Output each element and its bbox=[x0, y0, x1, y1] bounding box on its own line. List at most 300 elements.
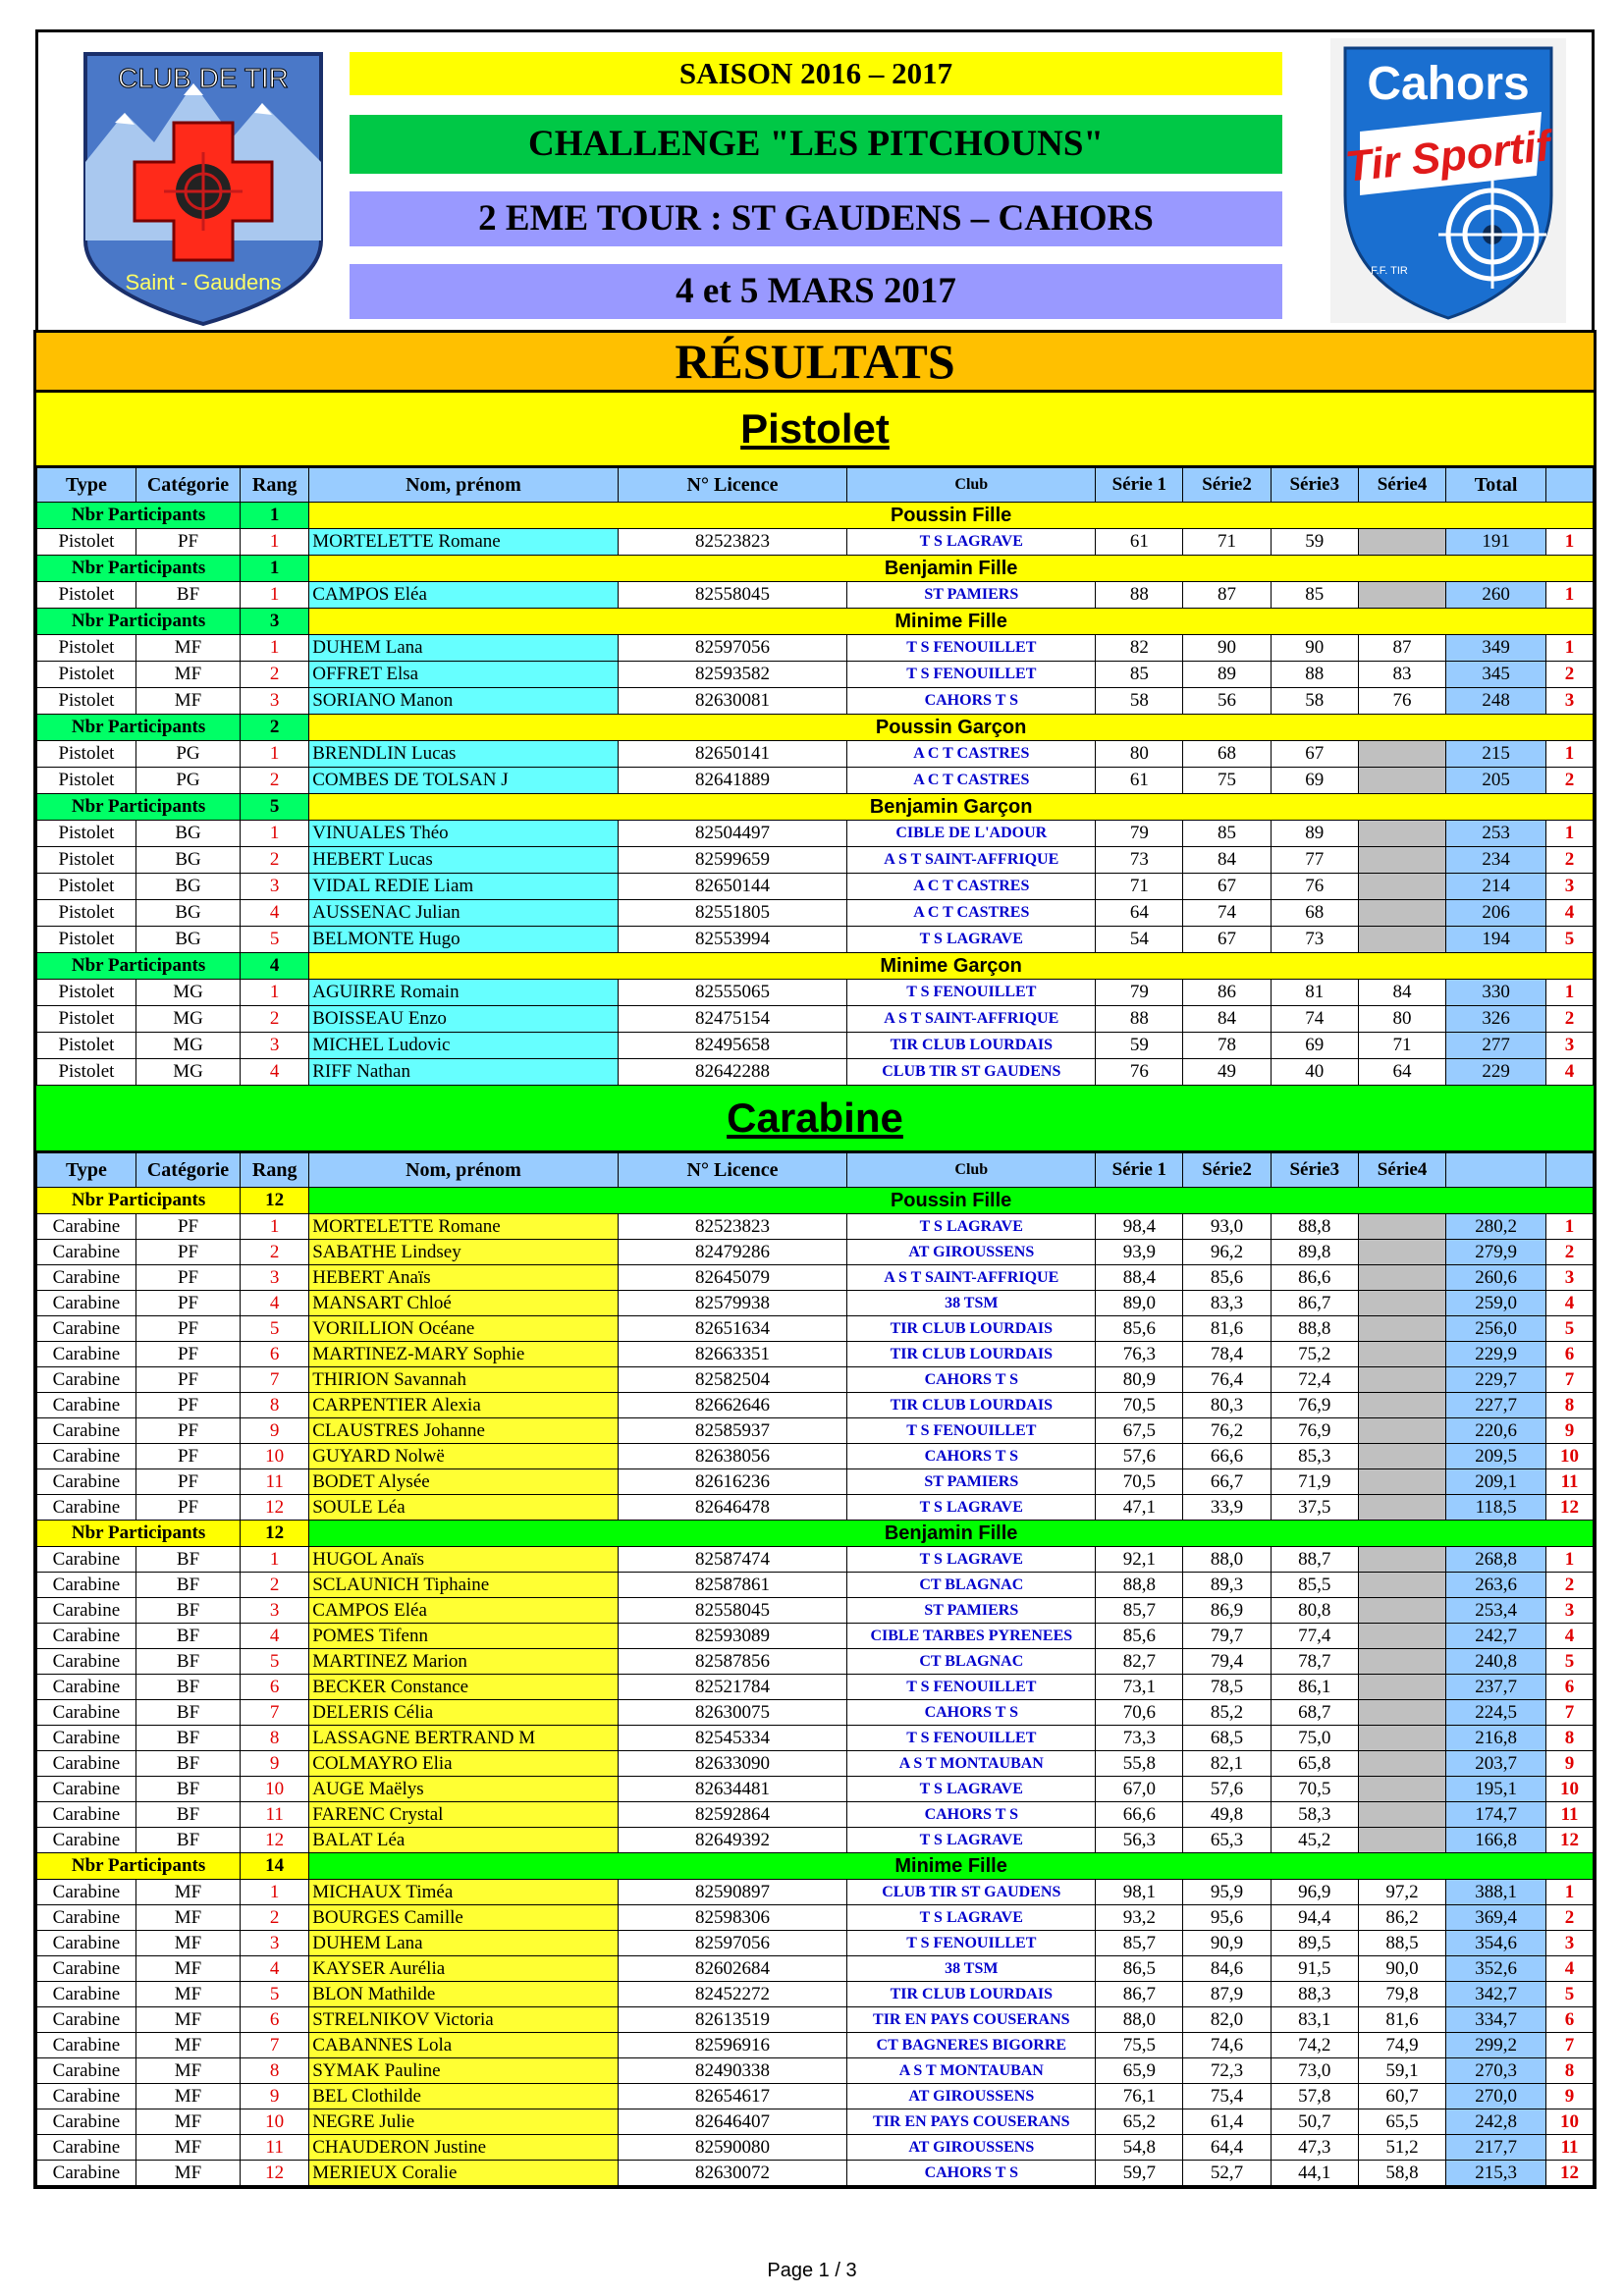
cell-serie-3: 76 bbox=[1271, 874, 1358, 900]
cell-total: 214 bbox=[1446, 874, 1546, 900]
cell-type: Carabine bbox=[37, 1444, 136, 1469]
cell-position: 3 bbox=[1546, 874, 1594, 900]
cell-serie-1: 67,5 bbox=[1096, 1418, 1183, 1444]
cell-name: RIFF Nathan bbox=[309, 1059, 618, 1086]
cell-serie-4: 81,6 bbox=[1358, 2007, 1445, 2033]
cell-type: Carabine bbox=[37, 1931, 136, 1956]
cell-serie-1: 98,4 bbox=[1096, 1214, 1183, 1240]
cell-serie-4 bbox=[1358, 1444, 1445, 1469]
cell-rank: 1 bbox=[241, 821, 309, 847]
table-row bbox=[37, 1931, 1594, 1956]
cell-rank: 9 bbox=[241, 1751, 309, 1777]
cell-club: T S FENOUILLET bbox=[847, 1931, 1096, 1956]
cell-type: Carabine bbox=[37, 1802, 136, 1828]
cell-category: PF bbox=[135, 1214, 240, 1240]
cell-position: 10 bbox=[1546, 1777, 1594, 1802]
cell-serie-3: 86,1 bbox=[1271, 1675, 1358, 1700]
cell-club: T S LAGRAVE bbox=[847, 1828, 1096, 1853]
cell-serie-3: 69 bbox=[1271, 768, 1358, 794]
cell-total: 352,6 bbox=[1446, 1956, 1546, 1982]
cell-club: AT GIROUSSENS bbox=[847, 2135, 1096, 2161]
cell-licence: 82650144 bbox=[618, 874, 847, 900]
cell-type: Carabine bbox=[37, 2084, 136, 2109]
cell-licence: 82596916 bbox=[618, 2033, 847, 2058]
cell-total: 268,8 bbox=[1446, 1547, 1546, 1573]
cell-name: AGUIRRE Romain bbox=[309, 980, 618, 1006]
cell-category: MF bbox=[135, 2033, 240, 2058]
cell-licence: 82599659 bbox=[618, 847, 847, 874]
cell-rank: 3 bbox=[241, 874, 309, 900]
table-row bbox=[37, 662, 1594, 688]
category-name: Minime Garçon bbox=[309, 953, 1594, 980]
cell-type: Carabine bbox=[37, 1905, 136, 1931]
cell-licence: 82495658 bbox=[618, 1033, 847, 1059]
cell-serie-2: 82,0 bbox=[1183, 2007, 1271, 2033]
cell-licence: 82585937 bbox=[618, 1418, 847, 1444]
cell-club: T S LAGRAVE bbox=[847, 1777, 1096, 1802]
cell-club: CAHORS T S bbox=[847, 688, 1096, 715]
cell-licence: 82642288 bbox=[618, 1059, 847, 1086]
cell-name: AUSSENAC Julian bbox=[309, 900, 618, 927]
cell-category: BF bbox=[135, 1547, 240, 1573]
cell-type: Carabine bbox=[37, 1726, 136, 1751]
cell-licence: 82646407 bbox=[618, 2109, 847, 2135]
table-row bbox=[37, 1033, 1594, 1059]
cell-serie-4 bbox=[1358, 1573, 1445, 1598]
cell-serie-3: 89,5 bbox=[1271, 1931, 1358, 1956]
cell-serie-4 bbox=[1358, 1828, 1445, 1853]
cell-serie-1: 85,6 bbox=[1096, 1316, 1183, 1342]
category-name: Benjamin Garçon bbox=[309, 794, 1594, 821]
cell-name: BODET Alysée bbox=[309, 1469, 618, 1495]
cell-club: A S T SAINT-AFFRIQUE bbox=[847, 1006, 1096, 1033]
column-header-type: Type bbox=[37, 1153, 136, 1188]
cell-name: HUGOL Anaïs bbox=[309, 1547, 618, 1573]
cell-total: 279,9 bbox=[1446, 1240, 1546, 1265]
cell-club: T S LAGRAVE bbox=[847, 927, 1096, 953]
cell-serie-1: 85,7 bbox=[1096, 1931, 1183, 1956]
cell-serie-1: 88,0 bbox=[1096, 2007, 1183, 2033]
cell-serie-2: 95,6 bbox=[1183, 1905, 1271, 1931]
cell-serie-4 bbox=[1358, 1777, 1445, 1802]
cell-serie-2: 89,3 bbox=[1183, 1573, 1271, 1598]
category-row bbox=[37, 1853, 1594, 1880]
cell-licence: 82587474 bbox=[618, 1547, 847, 1573]
cell-serie-1: 79 bbox=[1096, 980, 1183, 1006]
cell-name: STRELNIKOV Victoria bbox=[309, 2007, 618, 2033]
participants-label: Nbr Participants bbox=[37, 503, 241, 529]
cell-licence: 82592864 bbox=[618, 1802, 847, 1828]
cell-category: MG bbox=[135, 980, 240, 1006]
cell-category: MF bbox=[135, 1931, 240, 1956]
cell-name: VINUALES Théo bbox=[309, 821, 618, 847]
cell-serie-1: 67,0 bbox=[1096, 1777, 1183, 1802]
cell-club: A S T SAINT-AFFRIQUE bbox=[847, 847, 1096, 874]
table-row bbox=[37, 1240, 1594, 1265]
category-row bbox=[37, 794, 1594, 821]
cell-serie-1: 86,7 bbox=[1096, 1982, 1183, 2007]
cell-rank: 7 bbox=[241, 1367, 309, 1393]
cell-serie-1: 88,8 bbox=[1096, 1573, 1183, 1598]
cell-club: T S LAGRAVE bbox=[847, 1214, 1096, 1240]
table-row bbox=[37, 900, 1594, 927]
cell-serie-2: 74 bbox=[1183, 900, 1271, 927]
cell-rank: 4 bbox=[241, 1291, 309, 1316]
cell-type: Carabine bbox=[37, 1956, 136, 1982]
table-row bbox=[37, 1802, 1594, 1828]
cell-serie-4 bbox=[1358, 1367, 1445, 1393]
cell-licence: 82634481 bbox=[618, 1777, 847, 1802]
cell-serie-4 bbox=[1358, 1342, 1445, 1367]
cell-position: 9 bbox=[1546, 1751, 1594, 1777]
cell-licence: 82490338 bbox=[618, 2058, 847, 2084]
cell-serie-2: 76,2 bbox=[1183, 1418, 1271, 1444]
cell-type: Carabine bbox=[37, 1700, 136, 1726]
cell-name: MORTELETTE Romane bbox=[309, 1214, 618, 1240]
cell-club: CAHORS T S bbox=[847, 2161, 1096, 2186]
cell-serie-2: 82,1 bbox=[1183, 1751, 1271, 1777]
cell-name: BALAT Léa bbox=[309, 1828, 618, 1853]
cell-name: VIDAL REDIE Liam bbox=[309, 874, 618, 900]
cell-category: MF bbox=[135, 635, 240, 662]
column-header-rang: Rang bbox=[241, 468, 309, 503]
cell-rank: 1 bbox=[241, 582, 309, 609]
cell-position: 3 bbox=[1546, 1598, 1594, 1624]
cell-licence: 82662646 bbox=[618, 1393, 847, 1418]
cell-serie-2: 78,5 bbox=[1183, 1675, 1271, 1700]
cell-category: MF bbox=[135, 2161, 240, 2186]
cell-serie-3: 50,7 bbox=[1271, 2109, 1358, 2135]
cell-serie-2: 88,0 bbox=[1183, 1547, 1271, 1573]
cell-serie-3: 45,2 bbox=[1271, 1828, 1358, 1853]
cell-licence: 82616236 bbox=[618, 1469, 847, 1495]
cell-serie-2: 89 bbox=[1183, 662, 1271, 688]
cell-serie-3: 89,8 bbox=[1271, 1240, 1358, 1265]
cell-serie-4 bbox=[1358, 1726, 1445, 1751]
cell-serie-1: 82 bbox=[1096, 635, 1183, 662]
participants-count: 14 bbox=[241, 1853, 309, 1880]
cell-serie-4 bbox=[1358, 847, 1445, 874]
cell-serie-3: 69 bbox=[1271, 1033, 1358, 1059]
cell-licence: 82630072 bbox=[618, 2161, 847, 2186]
cell-position: 6 bbox=[1546, 1675, 1594, 1700]
cell-serie-1: 88 bbox=[1096, 582, 1183, 609]
cell-serie-1: 71 bbox=[1096, 874, 1183, 900]
cell-club: ST PAMIERS bbox=[847, 582, 1096, 609]
cell-serie-1: 70,5 bbox=[1096, 1469, 1183, 1495]
cell-serie-2: 67 bbox=[1183, 874, 1271, 900]
cell-category: MG bbox=[135, 1059, 240, 1086]
cell-total: 234 bbox=[1446, 847, 1546, 874]
cell-position: 2 bbox=[1546, 662, 1594, 688]
cell-serie-2: 81,6 bbox=[1183, 1316, 1271, 1342]
table-row bbox=[37, 1700, 1594, 1726]
column-header-club: Club bbox=[847, 1153, 1096, 1188]
cell-serie-3: 74,2 bbox=[1271, 2033, 1358, 2058]
cell-position: 1 bbox=[1546, 1547, 1594, 1573]
cell-type: Carabine bbox=[37, 1469, 136, 1495]
cell-serie-3: 59 bbox=[1271, 529, 1358, 556]
cell-position: 1 bbox=[1546, 1214, 1594, 1240]
table-row bbox=[37, 2058, 1594, 2084]
cell-serie-4 bbox=[1358, 741, 1445, 768]
cell-category: MF bbox=[135, 2007, 240, 2033]
cell-name: SYMAK Pauline bbox=[309, 2058, 618, 2084]
cell-total: 242,7 bbox=[1446, 1624, 1546, 1649]
cell-serie-1: 80 bbox=[1096, 741, 1183, 768]
cell-serie-1: 54 bbox=[1096, 927, 1183, 953]
cell-total: 174,7 bbox=[1446, 1802, 1546, 1828]
cell-total: 260,6 bbox=[1446, 1265, 1546, 1291]
cell-club: A C T CASTRES bbox=[847, 741, 1096, 768]
cell-serie-3: 68,7 bbox=[1271, 1700, 1358, 1726]
table-row bbox=[37, 1982, 1594, 2007]
cell-position: 1 bbox=[1546, 741, 1594, 768]
cell-position: 3 bbox=[1546, 688, 1594, 715]
cell-total: 342,7 bbox=[1446, 1982, 1546, 2007]
cell-total: 215 bbox=[1446, 741, 1546, 768]
cell-type: Pistolet bbox=[37, 821, 136, 847]
cell-serie-4 bbox=[1358, 1418, 1445, 1444]
cell-rank: 7 bbox=[241, 1700, 309, 1726]
cell-total: 349 bbox=[1446, 635, 1546, 662]
cell-type: Pistolet bbox=[37, 847, 136, 874]
cell-serie-2: 84,6 bbox=[1183, 1956, 1271, 1982]
cell-position: 10 bbox=[1546, 2109, 1594, 2135]
cell-position: 9 bbox=[1546, 2084, 1594, 2109]
cell-club: TIR EN PAYS COUSERANS bbox=[847, 2109, 1096, 2135]
cell-club: T S LAGRAVE bbox=[847, 1905, 1096, 1931]
cell-rank: 3 bbox=[241, 688, 309, 715]
cell-total: 237,7 bbox=[1446, 1675, 1546, 1700]
cell-serie-4 bbox=[1358, 1393, 1445, 1418]
cell-rank: 1 bbox=[241, 1547, 309, 1573]
cell-total: 388,1 bbox=[1446, 1880, 1546, 1905]
cell-total: 277 bbox=[1446, 1033, 1546, 1059]
cell-serie-1: 89,0 bbox=[1096, 1291, 1183, 1316]
cell-total: 206 bbox=[1446, 900, 1546, 927]
cell-position: 12 bbox=[1546, 1828, 1594, 1853]
club-de-tir-saint-gaudens-logo bbox=[76, 44, 331, 329]
cell-serie-3: 91,5 bbox=[1271, 1956, 1358, 1982]
cell-licence: 82555065 bbox=[618, 980, 847, 1006]
cell-name: CLAUSTRES Johanne bbox=[309, 1418, 618, 1444]
cell-type: Carabine bbox=[37, 1265, 136, 1291]
cell-name: BEL Clothilde bbox=[309, 2084, 618, 2109]
cell-serie-4 bbox=[1358, 1469, 1445, 1495]
cell-position: 1 bbox=[1546, 1880, 1594, 1905]
cell-serie-4 bbox=[1358, 1624, 1445, 1649]
cell-type: Pistolet bbox=[37, 874, 136, 900]
cell-serie-3: 71,9 bbox=[1271, 1469, 1358, 1495]
cell-licence: 82587856 bbox=[618, 1649, 847, 1675]
cell-serie-3: 83,1 bbox=[1271, 2007, 1358, 2033]
cell-serie-4 bbox=[1358, 1265, 1445, 1291]
cell-club: T S FENOUILLET bbox=[847, 1726, 1096, 1751]
cell-type: Carabine bbox=[37, 1751, 136, 1777]
cell-total: 326 bbox=[1446, 1006, 1546, 1033]
cell-serie-4: 71 bbox=[1358, 1033, 1445, 1059]
cell-position: 12 bbox=[1546, 1495, 1594, 1521]
cell-serie-1: 75,5 bbox=[1096, 2033, 1183, 2058]
cell-serie-2: 67 bbox=[1183, 927, 1271, 953]
cell-serie-4: 59,1 bbox=[1358, 2058, 1445, 2084]
cell-type: Pistolet bbox=[37, 980, 136, 1006]
cell-rank: 3 bbox=[241, 1931, 309, 1956]
cell-type: Pistolet bbox=[37, 529, 136, 556]
cell-club: TIR CLUB LOURDAIS bbox=[847, 1982, 1096, 2007]
cell-type: Carabine bbox=[37, 1495, 136, 1521]
table-row bbox=[37, 1059, 1594, 1086]
cell-type: Carabine bbox=[37, 1316, 136, 1342]
cell-name: POMES Tifenn bbox=[309, 1624, 618, 1649]
cell-rank: 2 bbox=[241, 1006, 309, 1033]
cell-serie-2: 49,8 bbox=[1183, 1802, 1271, 1828]
cell-serie-4: 65,5 bbox=[1358, 2109, 1445, 2135]
cell-name: COLMAYRO Elia bbox=[309, 1751, 618, 1777]
cell-serie-4: 87 bbox=[1358, 635, 1445, 662]
cell-serie-4: 86,2 bbox=[1358, 1905, 1445, 1931]
participants-label: Nbr Participants bbox=[37, 609, 241, 635]
cell-serie-1: 64 bbox=[1096, 900, 1183, 927]
cell-serie-1: 85,7 bbox=[1096, 1598, 1183, 1624]
cell-serie-2: 64,4 bbox=[1183, 2135, 1271, 2161]
cell-position: 7 bbox=[1546, 2033, 1594, 2058]
cell-total: 280,2 bbox=[1446, 1214, 1546, 1240]
cell-rank: 5 bbox=[241, 927, 309, 953]
cell-serie-3: 74 bbox=[1271, 1006, 1358, 1033]
cell-licence: 82638056 bbox=[618, 1444, 847, 1469]
cell-position: 5 bbox=[1546, 1649, 1594, 1675]
cell-serie-3: 89 bbox=[1271, 821, 1358, 847]
cell-total: 270,3 bbox=[1446, 2058, 1546, 2084]
cell-name: BECKER Constance bbox=[309, 1675, 618, 1700]
participants-label: Nbr Participants bbox=[37, 794, 241, 821]
participants-count: 3 bbox=[241, 609, 309, 635]
table-row bbox=[37, 1291, 1594, 1316]
cell-licence: 82521784 bbox=[618, 1675, 847, 1700]
cell-serie-3: 75,2 bbox=[1271, 1342, 1358, 1367]
logo-left-top-text: CLUB DE TIR bbox=[118, 63, 289, 93]
cell-serie-4 bbox=[1358, 1291, 1445, 1316]
cell-total: 209,1 bbox=[1446, 1469, 1546, 1495]
cell-rank: 1 bbox=[241, 980, 309, 1006]
cell-serie-4: 90,0 bbox=[1358, 1956, 1445, 1982]
category-name: Benjamin Fille bbox=[309, 1521, 1594, 1547]
cell-position: 4 bbox=[1546, 900, 1594, 927]
cell-category: MF bbox=[135, 1956, 240, 1982]
cell-category: PF bbox=[135, 1393, 240, 1418]
table-row bbox=[37, 1598, 1594, 1624]
table-row bbox=[37, 1726, 1594, 1751]
cell-rank: 3 bbox=[241, 1265, 309, 1291]
cell-serie-3: 73 bbox=[1271, 927, 1358, 953]
cell-category: MF bbox=[135, 2109, 240, 2135]
cell-serie-3: 40 bbox=[1271, 1059, 1358, 1086]
column-header-categorie: Catégorie bbox=[135, 468, 240, 503]
results-container bbox=[33, 393, 1597, 2189]
cell-category: PG bbox=[135, 741, 240, 768]
cell-rank: 2 bbox=[241, 768, 309, 794]
cell-serie-4 bbox=[1358, 1700, 1445, 1726]
table-row bbox=[37, 1547, 1594, 1573]
cell-position: 2 bbox=[1546, 1905, 1594, 1931]
cell-serie-1: 85,6 bbox=[1096, 1624, 1183, 1649]
cell-licence: 82558045 bbox=[618, 582, 847, 609]
table-row bbox=[37, 1495, 1594, 1521]
cell-position: 5 bbox=[1546, 927, 1594, 953]
cell-serie-4 bbox=[1358, 1240, 1445, 1265]
cell-serie-1: 61 bbox=[1096, 529, 1183, 556]
cell-rank: 8 bbox=[241, 1726, 309, 1751]
column-header-blank bbox=[1546, 1153, 1594, 1188]
cell-licence: 82649392 bbox=[618, 1828, 847, 1853]
participants-label: Nbr Participants bbox=[37, 1521, 241, 1547]
table-row bbox=[37, 1675, 1594, 1700]
cell-type: Carabine bbox=[37, 1880, 136, 1905]
cell-type: Carabine bbox=[37, 2161, 136, 2186]
table-row bbox=[37, 1624, 1594, 1649]
cell-name: GUYARD Nolwë bbox=[309, 1444, 618, 1469]
participants-count: 1 bbox=[241, 503, 309, 529]
cell-rank: 6 bbox=[241, 1675, 309, 1700]
cell-name: OFFRET Elsa bbox=[309, 662, 618, 688]
cell-total: 166,8 bbox=[1446, 1828, 1546, 1853]
table-row bbox=[37, 847, 1594, 874]
cell-club: CIBLE DE L'ADOUR bbox=[847, 821, 1096, 847]
cell-serie-3: 86,6 bbox=[1271, 1265, 1358, 1291]
cell-serie-3: 90 bbox=[1271, 635, 1358, 662]
cell-serie-3: 73,0 bbox=[1271, 2058, 1358, 2084]
cell-serie-4 bbox=[1358, 1214, 1445, 1240]
category-row bbox=[37, 1521, 1594, 1547]
cell-name: MICHAUX Timéa bbox=[309, 1880, 618, 1905]
table-row bbox=[37, 874, 1594, 900]
table-row bbox=[37, 1905, 1594, 1931]
table-row bbox=[37, 1649, 1594, 1675]
cell-name: DELERIS Célia bbox=[309, 1700, 618, 1726]
cell-licence: 82551805 bbox=[618, 900, 847, 927]
cell-category: BG bbox=[135, 821, 240, 847]
cell-club: TIR CLUB LOURDAIS bbox=[847, 1342, 1096, 1367]
cell-total: 240,8 bbox=[1446, 1649, 1546, 1675]
column-header-nom: Nom, prénom bbox=[309, 468, 618, 503]
cell-serie-1: 57,6 bbox=[1096, 1444, 1183, 1469]
column-header-s1: Série 1 bbox=[1096, 1153, 1183, 1188]
cell-total: 248 bbox=[1446, 688, 1546, 715]
cell-serie-4: 60,7 bbox=[1358, 2084, 1445, 2109]
cell-serie-2: 74,6 bbox=[1183, 2033, 1271, 2058]
results-table-carab bbox=[36, 1152, 1594, 2186]
cell-type: Carabine bbox=[37, 1367, 136, 1393]
cell-name: COMBES DE TOLSAN J bbox=[309, 768, 618, 794]
cell-serie-4 bbox=[1358, 1547, 1445, 1573]
cell-club: T S LAGRAVE bbox=[847, 1495, 1096, 1521]
table-row bbox=[37, 1006, 1594, 1033]
cell-name: CAMPOS Eléa bbox=[309, 582, 618, 609]
cell-category: BG bbox=[135, 874, 240, 900]
column-header-club: Club bbox=[847, 468, 1096, 503]
cell-serie-3: 44,1 bbox=[1271, 2161, 1358, 2186]
cell-serie-1: 73,3 bbox=[1096, 1726, 1183, 1751]
cell-name: MANSART Chloé bbox=[309, 1291, 618, 1316]
cell-type: Carabine bbox=[37, 1547, 136, 1573]
cell-position: 11 bbox=[1546, 1469, 1594, 1495]
table-row bbox=[37, 1342, 1594, 1367]
column-header-s2: Série2 bbox=[1183, 1153, 1271, 1188]
cell-serie-2: 68 bbox=[1183, 741, 1271, 768]
cell-rank: 1 bbox=[241, 529, 309, 556]
